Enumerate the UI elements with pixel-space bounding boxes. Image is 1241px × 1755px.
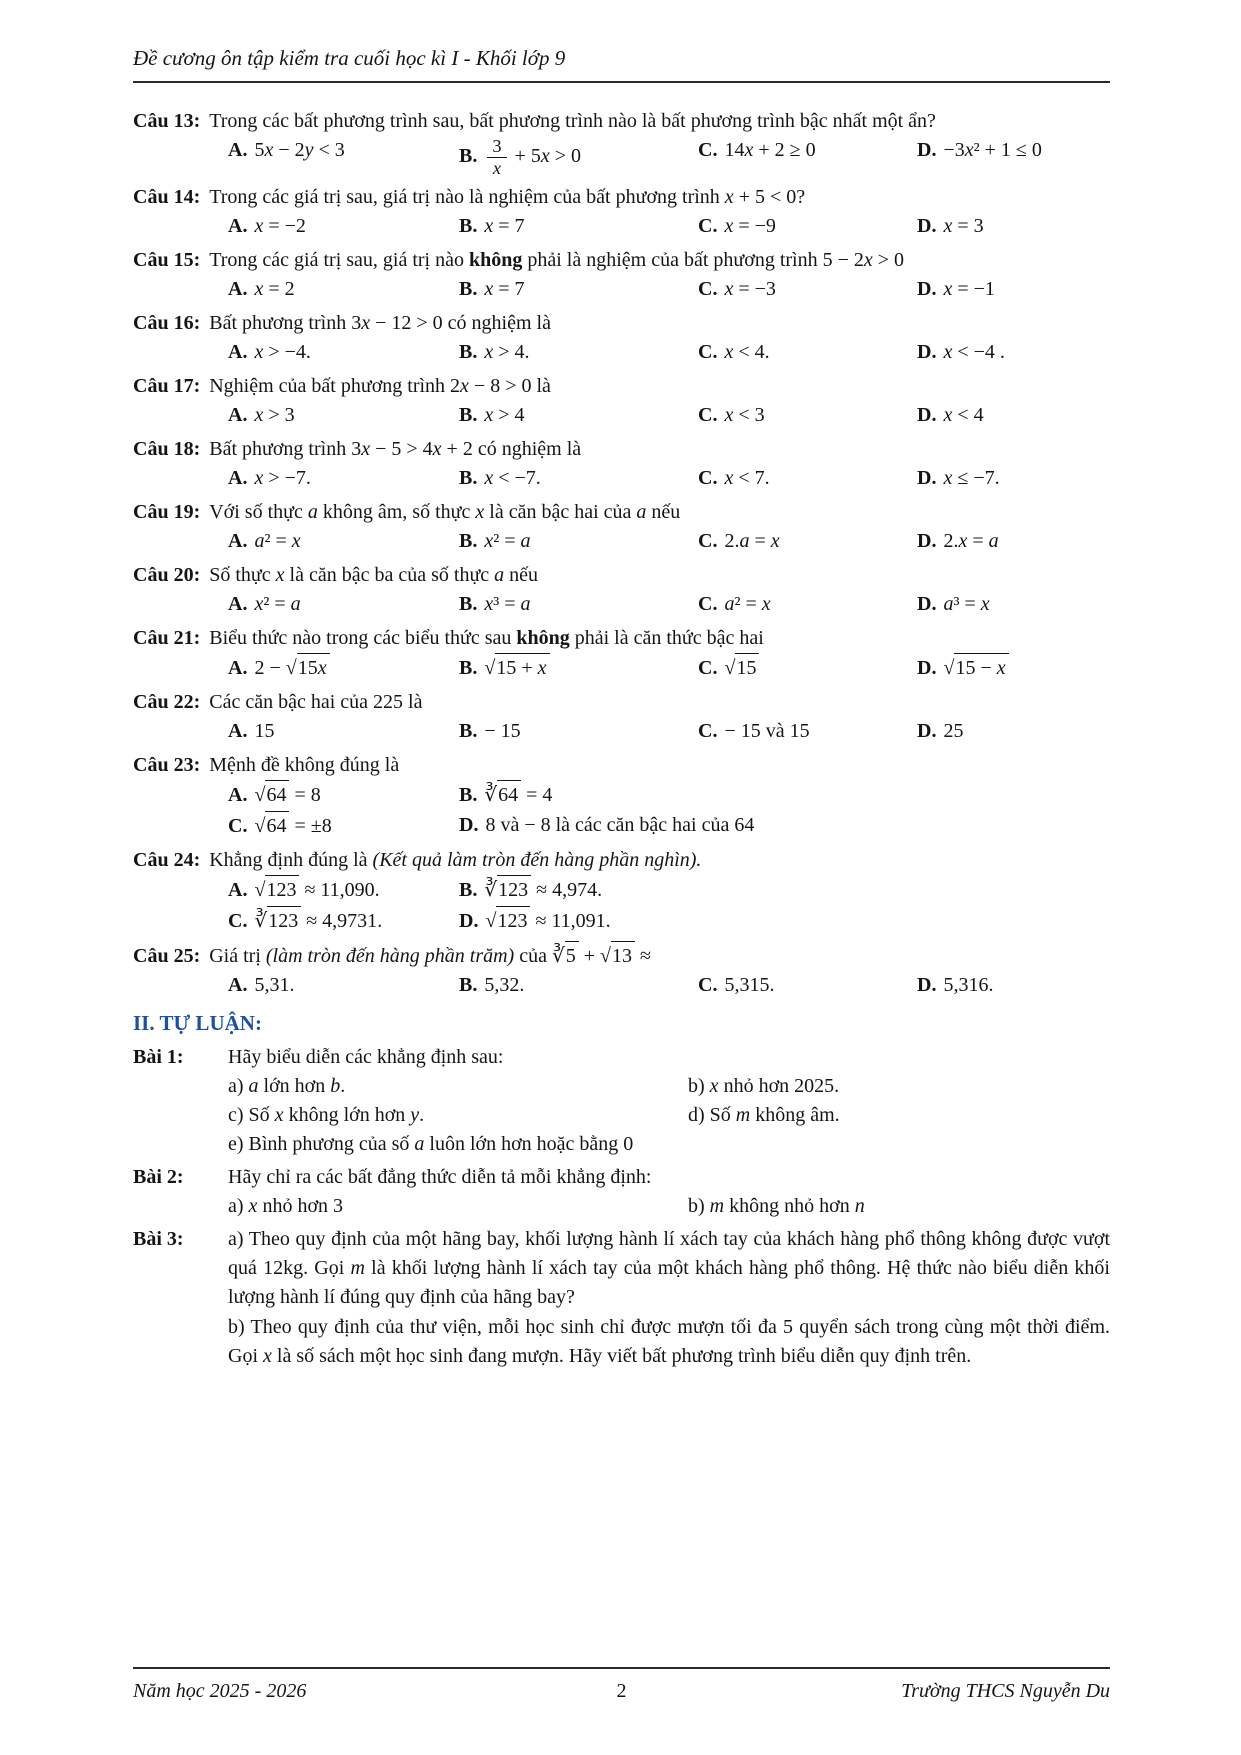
sqrt-radical: √15 [724,653,759,683]
section-two-title: II. TỰ LUẬN: [133,1011,262,1036]
math-expression: ∛64 = 4 [484,784,552,806]
option-key: C. [228,815,248,838]
math-expression: a² = x [724,593,771,616]
math-expression: √123 ≈ 11,090 [254,879,374,901]
question [133,751,1110,841]
math-expression: x [274,1103,284,1126]
question [133,941,1110,1000]
exercise-body [228,1043,1110,1159]
math-expression [724,657,759,679]
questions-section [133,107,1110,1000]
option-key: A. [228,139,248,161]
math-expression: x < 3 [724,404,765,427]
option-item [228,212,455,241]
math-expression: a [307,501,318,524]
exercise-pair-item: b) x nhỏ hơn 2025. [688,1074,840,1097]
math-expression: x = −1 [943,278,995,301]
option-key: A. [228,784,248,807]
option-key: D. [917,720,937,743]
math-expression: −3x² + 1 ≤ 0 [943,139,1042,161]
option-item: D. 5,316. [917,974,994,997]
cbrt-radical: ∛5 [552,941,579,971]
exercise [133,1043,1110,1159]
option-key: A. [228,879,248,902]
option-key: D. [917,593,937,616]
question [133,246,1110,304]
math-expression: $\frac{3}{x}$ + 5x > 0 [484,145,581,167]
option-item [698,275,913,304]
option-item [459,136,694,178]
options-row [228,653,1110,683]
option-key: C. [698,657,718,680]
option-item: C. − 15 và 15 [698,720,810,743]
option-item: D. x < −4 . [917,341,1005,364]
options-row [228,275,1110,304]
option-item: D. x ≤ −7. [917,467,1000,490]
math-expression: a [248,1074,259,1097]
question-label: Câu 16: [133,312,201,335]
page-footer [133,1667,1110,1703]
option-key: B. [459,784,478,807]
question-label: Câu 25: [133,945,201,968]
math-expression: x [709,1074,719,1097]
option-key: A. [228,467,248,490]
math-expression: x > −7 [254,467,306,490]
math-expression: m [735,1103,751,1126]
math-expression: x < −4 [943,341,995,364]
option-item [917,136,1110,178]
exercise-pair-item: b) m không nhỏ hơn n [688,1194,865,1217]
question-text: Câu 14: Trong các giá trị sau, giá trị nào là nghiệm của bất phương trình x + 5 < 0? [133,186,806,209]
math-expression: x > 3 [254,404,295,427]
math-expression: x = −9 [724,215,776,238]
exercise-pair-item: d) Số m không âm. [688,1103,840,1126]
option-key: B. [459,404,478,427]
question [133,435,1110,493]
option-key: A. [228,341,248,364]
option-key: B. [459,530,478,553]
option-key: C. [698,215,718,238]
fraction: $\frac{3}{x}$ [487,136,506,178]
page-content [133,83,1110,1372]
option-item: A. 15 [228,720,275,743]
math-expression: x = −3 [724,278,776,301]
option-item [698,401,913,430]
math-expression: x [263,1344,272,1367]
option-item [228,653,455,683]
option-item [459,212,694,241]
option-key: C. [698,530,718,553]
question-text: Câu 24: Khẳng định đúng là (Kết quả làm tròn đến hàng phần nghìn). [133,849,702,872]
question-label: Câu 15: [133,249,201,272]
math-expression: a [414,1132,425,1155]
question-text: Câu 15: Trong các giá trị sau, giá trị nào không phải là nghiệm của bất phương trình 5 − 2x > 0 [133,249,905,272]
math-expression: a [636,501,647,524]
option-item [917,653,1110,683]
question-label: Câu 13: [133,110,201,132]
math-expression: √123 ≈ 11,091 [485,910,605,932]
options-row [228,717,1110,746]
sqrt-radical: √123 [485,906,530,936]
options-row [228,338,1110,367]
option-item: D. √123 ≈ 11,091. [459,906,1110,936]
exercise-paragraph: a) Theo quy định của một hãng bay, khối lượng hành lí xách tay của khách hàng phổ thông không được vượt quá 12kg. Gọi m là khối lượng hành lí xách tay của một khách hàng phổ thông. Hệ thức nào biểu diễn khối lượng hành lí đúng quy định của hãng bay? [228,1227,1110,1308]
question-text: Câu 21: Biểu thức nào trong các biểu thức sau không phải là căn thức bậc hai [133,627,764,650]
options-row [228,212,1110,241]
option-item [917,275,1110,304]
exercise-pair-item [688,1130,1110,1159]
option-key: A. [228,720,248,743]
math-expression: x = 3 [943,215,984,238]
math-expression: x < 7 [724,467,765,490]
question [133,372,1110,430]
option-key: C. [698,467,718,490]
option-item: C. x < 7. [698,467,770,490]
option-item: C. ∛123 ≈ 4,9731. [228,906,455,936]
question-label: Câu 19: [133,501,201,524]
sqrt-radical: √64 [254,811,289,841]
option-key: A. [228,278,248,301]
math-expression: x ≤ −7 [943,467,995,490]
option-item [459,590,694,619]
math-expression: x² = a [254,593,301,616]
question [133,183,1110,241]
question [133,309,1110,367]
math-expression [943,657,1008,679]
footer-school-year: Năm học 2025 - 2026 [133,1680,307,1702]
sqrt-radical: √15 − x [943,653,1008,683]
option-key: B. [459,341,478,364]
math-expression: 2.a = x [724,530,780,553]
option-item [917,401,1110,430]
option-item: C. x < 4. [698,341,770,364]
math-expression: ∛5 + √13 ≈ [552,945,651,967]
math-expression: x [248,1194,258,1217]
option-key: C. [698,720,718,743]
math-expression: 14x + 2 ≥ 0 [724,139,816,161]
option-key: D. [917,278,937,301]
exercise [133,1225,1110,1372]
exercise-pair-item: e) Bình phương của số a luôn lớn hơn hoặc bằng 0 [228,1132,634,1155]
options-row [228,136,1110,178]
option-item [917,590,1110,619]
exercise-intro: Hãy biểu diễn các khẳng định sau: [228,1045,504,1068]
option-item [228,590,455,619]
option-key: D. [917,657,937,680]
question-text: Câu 17: Nghiệm của bất phương trình 2x − 8 > 0 là [133,375,551,398]
option-key: A. [228,657,248,680]
math-expression: m [350,1256,365,1279]
math-expression: ∛123 ≈ 4,9731 [254,910,377,932]
option-key: A. [228,974,248,997]
option-key: B. [459,144,478,167]
sqrt-radical: √15 + x [484,653,549,683]
options-row [228,464,1110,493]
option-item: B. 5,32. [459,974,525,997]
option-item [917,527,1110,556]
math-expression [484,657,549,679]
exercise-pair-row [228,1101,1110,1130]
options-row [228,780,1110,841]
question-label: Câu 17: [133,375,201,398]
cbrt-radical: ∛123 [254,906,301,936]
math-expression: 2 − √15x [254,657,329,679]
math-expression: x > 4 [484,341,525,364]
question [133,624,1110,683]
sqrt-radical: √64 [254,780,289,810]
option-item [228,811,455,841]
option-key: D. [917,139,937,161]
option-item [459,401,694,430]
question-label: Câu 21: [133,627,201,650]
option-key: D. [459,814,479,837]
math-expression: 3x − 12 > 0 [351,312,443,335]
math-expression: 2.x = a [943,530,999,553]
page-body [133,46,1110,1376]
math-expression: √64 = ±8 [254,815,331,837]
math-expression: a [494,564,505,587]
option-item: C. 5,315. [698,974,775,997]
page-header-title: Đề cương ôn tập kiểm tra cuối học kì I - Khối lớp 9 [133,46,1110,83]
exercise-paragraph: b) Theo quy định của thư viện, mỗi học sinh chỉ được mượn tối đa 5 quyển sách trong cùng một thời điểm. Gọi x là số sách một học sinh đang mượn. Hãy viết bất phương trình biểu diễn quy định trên. [228,1315,1110,1367]
math-expression: x = 7 [484,278,525,301]
math-expression: x < 4 [724,341,765,364]
option-item [698,136,913,178]
math-expression: a² = x [254,530,301,553]
math-expression: 5x − 2y < 3 [254,139,345,161]
math-expression: m [709,1194,725,1217]
option-key: A. [228,404,248,427]
math-expression: x > 4 [484,404,525,427]
question-label: Câu 22: [133,691,201,714]
math-expression: x [475,501,485,524]
options-row [228,401,1110,430]
question-text: Câu 18: Bất phương trình 3x − 5 > 4x + 2 có nghiệm là [133,438,582,461]
option-item [228,136,455,178]
math-expression: x² = a [484,530,531,553]
option-item: A. √123 ≈ 11,090. [228,875,455,905]
option-item [228,275,455,304]
math-expression: x [275,564,285,587]
option-key: B. [459,720,478,743]
math-expression: n [854,1194,865,1217]
question-text: Câu 16: Bất phương trình 3x − 12 > 0 có nghiệm là [133,312,551,335]
option-item: D. 8 và − 8 là các căn bậc hai của 64 [459,814,755,837]
question-label: Câu 18: [133,438,201,461]
cbrt-radical: ∛123 [484,875,531,905]
option-key: B. [459,657,478,680]
question [133,846,1110,936]
options-row [228,875,1110,936]
question-label: Câu 14: [133,186,201,209]
option-item: B. x < −7. [459,467,541,490]
option-key: C. [698,278,718,301]
math-expression: x³ = a [484,593,531,616]
option-key: C. [228,910,248,933]
option-item [698,653,913,683]
question [133,107,1110,178]
sqrt-radical: √15x [286,653,330,683]
option-key: D. [917,404,937,427]
option-item [459,653,694,683]
option-item: A. x > −7. [228,467,311,490]
question-text: Câu 22: Các căn bậc hai của 225 là [133,691,423,714]
option-key: D. [917,215,937,238]
option-key: D. [917,530,937,553]
option-key: C. [698,974,718,997]
math-expression: a³ = x [943,593,990,616]
math-expression: x > −4 [254,341,306,364]
option-item: B. − 15 [459,720,521,743]
option-key: B. [459,215,478,238]
option-item: A. 5,31. [228,974,295,997]
math-expression: 5 − 2x > 0 [822,249,905,272]
question-label: Câu 24: [133,849,201,872]
option-key: A. [228,215,248,238]
option-item [698,212,913,241]
exercise-pair-row [228,1192,1110,1221]
math-expression: x = 2 [254,278,295,301]
options-row [228,971,1110,1000]
option-key: B. [459,974,478,997]
math-expression: x < 4 [943,404,984,427]
exercise-pair-item: c) Số x không lớn hơn y. [228,1103,425,1126]
option-key: B. [459,467,478,490]
exercise-intro: Hãy chỉ ra các bất đẳng thức diễn tả mỗi khẳng định: [228,1165,652,1188]
option-key: C. [698,139,718,161]
exercise-label: Bài 3: [133,1227,184,1250]
option-key: D. [459,910,479,933]
exercise-body [228,1225,1110,1372]
option-key: B. [459,879,478,902]
sqrt-radical: √123 [254,875,299,905]
option-item [459,780,1110,810]
option-item [698,527,913,556]
sqrt-radical: √13 [600,941,635,971]
option-key: A. [228,530,248,553]
question-text: Câu 20: Số thực x là căn bậc ba của số thực a nếu [133,564,539,587]
exercise-pair-row [228,1072,1110,1101]
option-item: B. x > 4. [459,341,530,364]
options-row [228,527,1110,556]
exercise-body [228,1163,1110,1221]
exercise-pair-row [228,1130,1110,1159]
math-expression: x < −7 [484,467,536,490]
exercise-pair-item: a) a lớn hơn b. [228,1074,346,1097]
exercise-label: Bài 1: [133,1045,184,1068]
option-key: C. [698,404,718,427]
math-expression: y [410,1103,420,1126]
option-item: D. 25 [917,720,964,743]
footer-page-number: 2 [616,1680,627,1702]
option-item [228,527,455,556]
option-item: B. ∛123 ≈ 4,974. [459,875,1110,905]
question [133,688,1110,746]
option-item [698,590,913,619]
exercise [133,1163,1110,1221]
question-label: Câu 20: [133,564,201,587]
math-expression: b [330,1074,341,1097]
option-key: D. [917,974,937,997]
math-expression: x = −2 [254,215,306,238]
math-expression: √64 = 8 [254,784,320,806]
math-expression: ∛123 ≈ 4,974 [484,879,597,901]
question-text: Câu 25: Giá trị (làm tròn đến hàng phần trăm) của ∛5 + √13 ≈ [133,941,1110,971]
option-key: D. [917,341,937,364]
option-key: B. [459,593,478,616]
question-text: Câu 13: Trong các bất phương trình sau, bất phương trình nào là bất phương trình bậc nhất một ẩn? [133,110,936,132]
question [133,498,1110,556]
option-item: A. x > −4. [228,341,311,364]
option-key: A. [228,593,248,616]
option-key: C. [698,593,718,616]
question-label: Câu 23: [133,754,201,777]
question [133,561,1110,619]
math-expression: x + 5 < 0 [724,186,797,209]
option-item [228,780,455,810]
option-item [459,275,694,304]
option-item [917,212,1110,241]
options-row [228,590,1110,619]
cbrt-radical: ∛64 [484,780,521,810]
math-expression: 2x − 8 > 0 [450,375,532,398]
option-key: B. [459,278,478,301]
exercise-label: Bài 2: [133,1165,184,1188]
question-text: Câu 19: Với số thực a không âm, số thực x là căn bậc hai của a nếu [133,501,681,524]
question-text: Câu 23: Mệnh đề không đúng là [133,754,400,777]
option-item [228,401,455,430]
footer-school-name: Trường THCS Nguyễn Du [901,1680,1111,1702]
option-key: D. [917,467,937,490]
option-item [459,527,694,556]
exercises-section [133,1043,1110,1372]
math-expression: 3x − 5 > 4x + 2 [351,438,473,461]
option-key: C. [698,341,718,364]
exercise-pair-item: a) x nhỏ hơn 3 [228,1194,344,1217]
math-expression: x = 7 [484,215,525,238]
